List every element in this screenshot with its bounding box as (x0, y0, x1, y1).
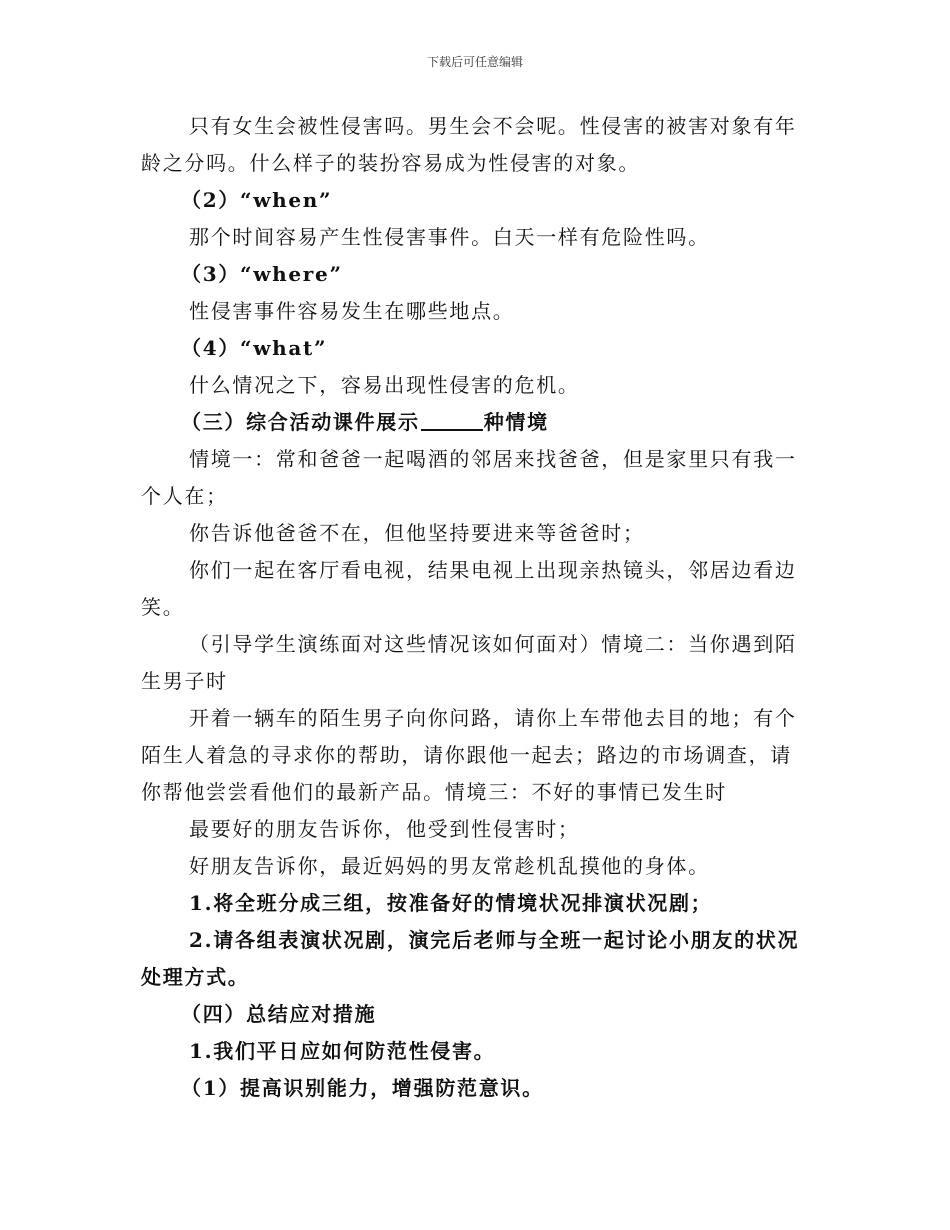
paragraph-line (141, 996, 811, 1033)
line-text: 2.请各组表演状况剧，演完后老师与全班一起讨论小朋友的状况 (189, 928, 800, 952)
paragraph-line (141, 663, 811, 700)
line-text: 你告诉他爸爸不在，但他坚持要进来等爸爸时； (189, 521, 645, 545)
page-header: 下载后可任意编辑 (426, 55, 523, 69)
line-text: 你帮他尝尝看他们的最新产品。情境三：不好的事情已发生时 (141, 780, 727, 804)
fill-in-blank (421, 409, 483, 431)
paragraph-line (141, 182, 811, 219)
document-body (141, 108, 811, 1107)
line-text: 1.将全班分成三组，按准备好的情境状况排演状况剧； (189, 891, 713, 915)
paragraph-line (141, 515, 811, 552)
line-text: （四）总结应对措施 (181, 1002, 377, 1026)
line-text: 你们一起在客厅看电视，结果电视上出现亲热镜头，邻居边看边 (189, 558, 797, 582)
line-text: 笑。 (141, 595, 185, 619)
line-text: 只有女生会被性侵害吗。男生会不会呢。性侵害的被害对象有年 (189, 114, 797, 138)
paragraph-line (141, 885, 811, 922)
line-text: 处理方式。 (141, 965, 250, 989)
line-text: 个人在； (141, 484, 228, 508)
line-text: 1.我们平日应如何防范性侵害。 (189, 1039, 496, 1063)
line-text: 情境一：常和爸爸一起喝酒的邻居来找爸爸，但是家里只有我一 (189, 447, 797, 471)
paragraph-line (141, 1070, 811, 1107)
paragraph-line (141, 108, 811, 145)
line-text: 好朋友告诉你，最近妈妈的男友常趁机乱摸他的身体。 (189, 854, 710, 878)
paragraph-line (141, 404, 811, 441)
paragraph-line (141, 589, 811, 626)
paragraph-line (141, 256, 811, 293)
line-text: （3）“where” (181, 262, 343, 286)
paragraph-line (141, 293, 811, 330)
paragraph-line (141, 922, 811, 959)
paragraph-line (141, 219, 811, 256)
line-text: 性侵害事件容易发生在哪些地点。 (189, 299, 515, 323)
paragraph-line (141, 145, 811, 182)
line-text: 最要好的朋友告诉你，他受到性侵害时； (189, 817, 580, 841)
line-text: （2）“when” (181, 188, 333, 212)
paragraph-line (141, 367, 811, 404)
line-text: 什么情况之下，容易出现性侵害的危机。 (189, 373, 580, 397)
paragraph-line (141, 330, 811, 367)
paragraph-line (141, 626, 811, 663)
line-text: 生男子时 (141, 669, 228, 693)
line-text: （三）综合活动课件展示 (181, 410, 420, 434)
paragraph-line (141, 811, 811, 848)
line-text: 开着一辆车的陌生男子向你问路，请你上车带他去目的地；有个 (189, 706, 797, 730)
paragraph-line (141, 552, 811, 589)
paragraph-line (141, 774, 811, 811)
line-text: （4）“what” (181, 336, 328, 360)
paragraph-line (141, 737, 811, 774)
paragraph-line (141, 700, 811, 737)
paragraph-line (141, 478, 811, 515)
line-text: （1）提高识别能力，增强防范意识。 (181, 1076, 544, 1100)
line-suffix: 种情境 (483, 410, 549, 434)
paragraph-line (141, 959, 811, 996)
paragraph-line (141, 1033, 811, 1070)
line-text: 陌生人着急的寻求你的帮助，请你跟他一起去；路边的市场调查，请 (141, 743, 792, 767)
line-text: （引导学生演练面对这些情况该如何面对）情境二：当你遇到陌 (189, 632, 797, 656)
line-text: 龄之分吗。什么样子的装扮容易成为性侵害的对象。 (141, 151, 641, 175)
paragraph-line (141, 848, 811, 885)
paragraph-line (141, 441, 811, 478)
line-text: 那个时间容易产生性侵害事件。白天一样有危险性吗。 (189, 225, 710, 249)
